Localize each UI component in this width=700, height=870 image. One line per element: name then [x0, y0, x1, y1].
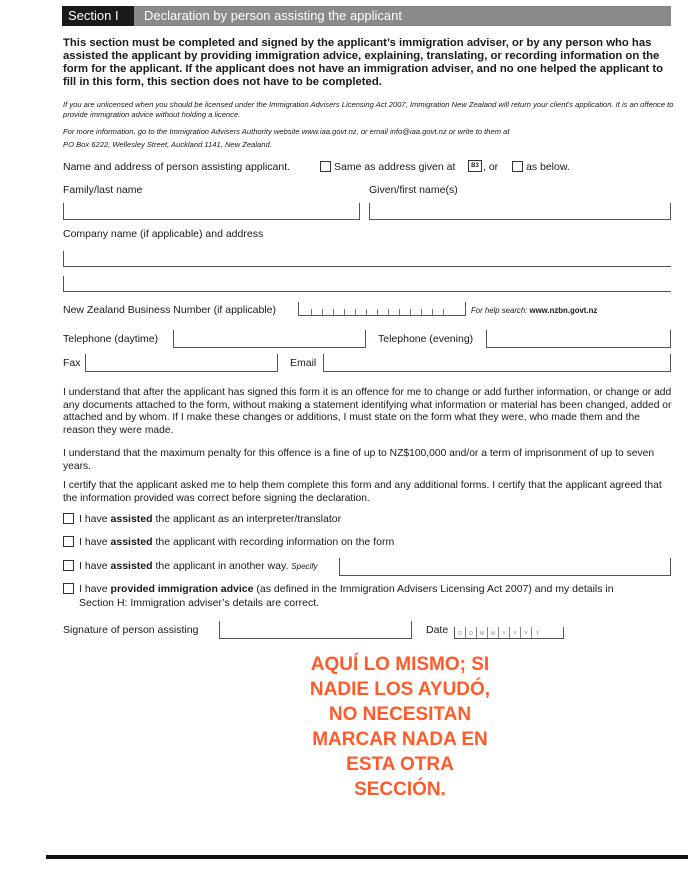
declaration-paragraph-1: I understand that after the applicant has signed this form it is an offence for me to change or add further information, or change or add any documents attached to the form, without making a statement identifying what information or material has been changed, added or attached and by whom. If I make these changes or additions, I must state on the form what they were, who made them and the reason they were made. [63, 387, 672, 436]
tel-evening-label: Telephone (evening) [378, 333, 474, 345]
nzbn-help-link[interactable]: www.nzbn.govt.nz [529, 306, 598, 315]
info-note-line2: PO Box 6222, Wellesley Street, Auckland 1141, New Zealand. [63, 140, 272, 149]
as-below-checkbox[interactable] [512, 161, 523, 172]
ref-badge: B3 [468, 160, 482, 172]
immigration-advice-label: I have provided immigration advice (as defined in the Immigration Advisers Licensing Act 2007) and my details in [79, 583, 614, 595]
date-input[interactable]: D D M M Y Y Y Y [454, 627, 564, 639]
info-note-line1: For more information, go to the Immigration Advisers Authority website www.iaa.govt.nz, or email info@iaa.govt.nz or write to them at [63, 127, 510, 136]
section-header [62, 6, 671, 26]
nzbn-help-prefix: For help search: [471, 306, 528, 315]
fax-input[interactable] [85, 354, 278, 372]
same-address-checkbox[interactable] [320, 161, 331, 172]
tel-day-label: Telephone (daytime) [63, 333, 159, 345]
signature-label: Signature of person assisting [63, 624, 199, 636]
company-label: Company name (if applicable) and address [63, 228, 264, 240]
immigration-advice-label-line2: Section H: Immigration adviser’s details are correct. [79, 597, 320, 609]
family-name-input[interactable] [63, 203, 360, 220]
or-text: , or [483, 161, 499, 173]
date-label: Date [426, 624, 449, 636]
same-address-label: Same as address given at [334, 161, 456, 173]
bottom-divider [46, 855, 688, 859]
intro-text: This section must be completed and signed by the applicant’s immigration adviser, or by any person who has assisted the applicant by providing immigration advice, explaining, translating, or recording information on the form for the applicant. If the applicant does not have an immigration adviser, and no one helped the applicant to fill in this form, this section does not have to be completed. [63, 37, 664, 88]
other-way-label: I have assisted the applicant in another way. Specify [79, 560, 318, 572]
email-label: Email [290, 357, 317, 369]
interpreter-label: I have assisted the applicant as an interpreter/translator [79, 513, 342, 525]
given-name-input[interactable] [369, 203, 671, 220]
given-name-label: Given/first name(s) [369, 184, 458, 196]
nzbn-input[interactable] [298, 302, 466, 316]
name-address-label: Name and address of person assisting applicant. [63, 161, 291, 173]
company-input-line1[interactable] [63, 251, 671, 267]
nzbn-help [471, 306, 597, 315]
nzbn-label: New Zealand Business Number (if applicable) [63, 304, 277, 316]
tel-evening-input[interactable] [486, 330, 671, 348]
signature-input[interactable] [219, 621, 412, 639]
declaration-paragraph-2: I understand that the maximum penalty for this offence is a fine of up to NZ$100,000 and/or a term of imprisonment of up to seven years. [63, 448, 655, 472]
family-name-label: Family/last name [63, 184, 143, 196]
other-way-specify-input[interactable] [339, 558, 671, 576]
annotation-note: AQUÍ LO MISMO; SI NADIE LOS AYUDÓ, NO NECESITAN MARCAR NADA EN ESTA OTRA SECCIÓN. [309, 654, 491, 800]
recording-checkbox[interactable] [63, 536, 74, 547]
licence-note: If you are unlicensed when you should be licensed under the Immigration Advisers Licensing Act 2007, Immigration New Zealand will return your client’s application. It is an offence to provide immigration advice without holding a licence. [63, 100, 674, 119]
interpreter-checkbox[interactable] [63, 513, 74, 524]
recording-label: I have assisted the applicant with recording information on the form [79, 536, 395, 548]
other-way-checkbox[interactable] [63, 560, 74, 571]
company-input-line2[interactable] [63, 276, 671, 292]
fax-label: Fax [63, 357, 81, 369]
section-title: Declaration by person assisting the applicant [144, 8, 402, 23]
immigration-advice-checkbox[interactable] [63, 583, 74, 594]
as-below-label: as below. [526, 161, 570, 173]
tel-day-input[interactable] [173, 330, 366, 348]
email-input[interactable] [323, 354, 671, 372]
declaration-paragraph-3: I certify that the applicant asked me to help them complete this form and any additional forms. I certify that the applicant agreed that the information provided was correct before signing the declaration. [63, 480, 662, 504]
section-tag: Section I [62, 6, 134, 26]
